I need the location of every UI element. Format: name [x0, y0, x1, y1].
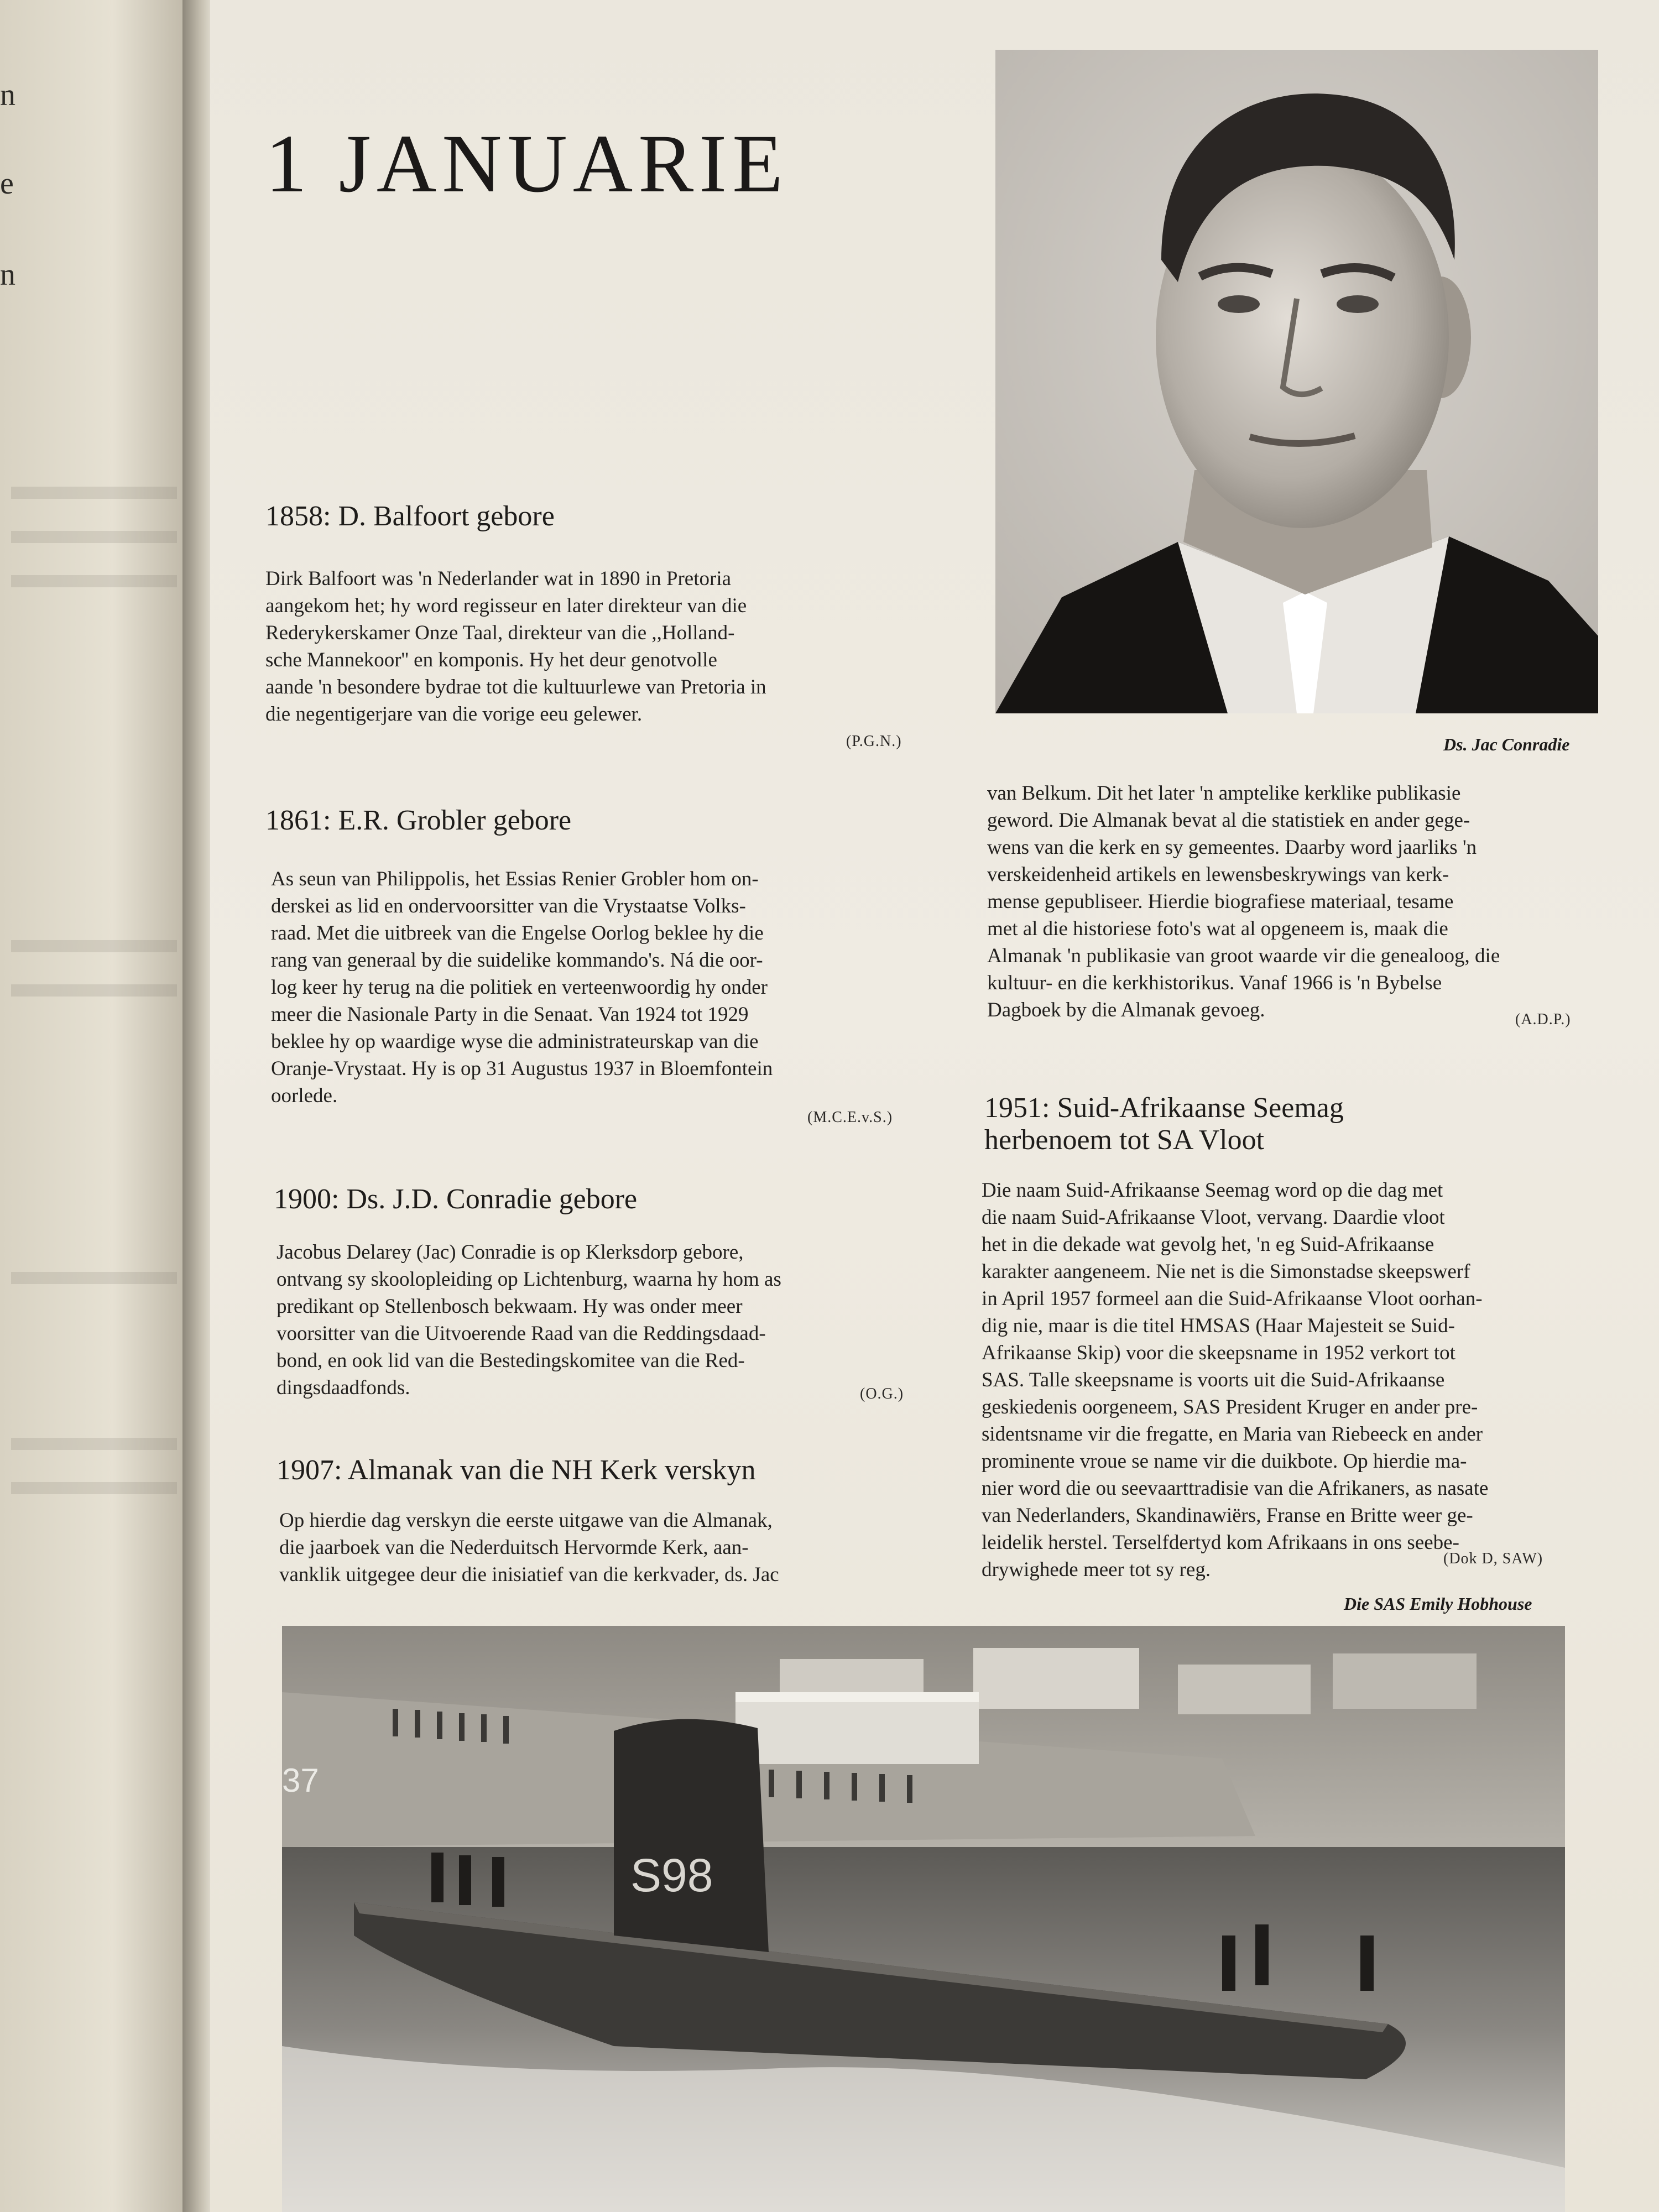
submarine-hull-number: S98: [630, 1849, 713, 1901]
entry-body-1907: [279, 1507, 924, 1588]
show-through-text: [11, 940, 177, 952]
book-page: [210, 0, 1659, 2212]
text-line: wens van die kerk en sy gemeentes. Daarby word jaarliks 'n: [987, 836, 1477, 859]
text-line: mense gepubliseer. Hierdie biografiese materiaal, tesame: [987, 890, 1454, 913]
entry-body-1858: [265, 565, 924, 728]
text-line: van Belkum. Dit het later 'n amptelike kerklike publikasie: [987, 782, 1461, 805]
text-line: beklee hy op waardige wyse die administrateurskap van die: [271, 1030, 759, 1053]
text-line: voorsitter van die Uitvoerende Raad van die Reddingsdaad-: [276, 1322, 766, 1345]
text-line: Jacobus Delarey (Jac) Conradie is op Klerksdorp gebore,: [276, 1241, 744, 1264]
text-line: raad. Met die uitbreek van die Engelse Oorlog beklee hy die: [271, 922, 764, 945]
entry-heading-1858: 1858: D. Balfoort gebore: [265, 500, 555, 532]
text-line: verskeidenheid artikels en lewensbeskrywings van kerk-: [987, 863, 1449, 886]
text-line: dig nie, maar is die titel HMSAS (Haar Majesteit se Suid-: [982, 1314, 1455, 1337]
show-through-text: [11, 575, 177, 587]
portrait-caption: Ds. Jac Conradie: [1443, 734, 1570, 754]
text-line: Op hierdie dag verskyn die eerste uitgawe van die Almanak,: [279, 1509, 773, 1532]
text-line: sche Mannekoor'' en komponis. Hy het deur genotvolle: [265, 649, 717, 671]
entry-credit-1861: (M.C.E.v.S.): [807, 1109, 893, 1126]
left-facing-page: [0, 0, 188, 2212]
portrait-image: [995, 50, 1598, 713]
text-line: geskiedenis oorgeneem, SAS President Kruger en ander pre-: [982, 1396, 1478, 1418]
text-line: Oranje-Vrystaat. Hy is op 31 Augustus 1937 in Bloemfontein: [271, 1057, 773, 1080]
text-line: aangekom het; hy word regisseur en later direkteur van die: [265, 594, 747, 617]
heading-line: herbenoem tot SA Vloot: [984, 1124, 1265, 1156]
text-line: log keer hy terug na die politiek en verteenwoordig hy onder: [271, 976, 768, 999]
submarine-image: [282, 1626, 1565, 2212]
entry-heading-1907: 1907: Almanak van die NH Kerk verskyn: [276, 1454, 756, 1486]
text-line: ontvang sy skoolopleiding op Lichtenburg, waarna hy hom as: [276, 1268, 781, 1291]
show-through-text: [11, 1438, 177, 1450]
ship-hull-number: 37: [282, 1762, 319, 1799]
text-line: met al die historiese foto's wat al opgeneem is, maak die: [987, 917, 1448, 940]
portrait-photo: [995, 50, 1598, 713]
submarine-caption: Die SAS Emily Hobhouse: [1344, 1594, 1532, 1614]
show-through-text: [11, 1482, 177, 1494]
text-line: meer die Nasionale Party in die Senaat. Van 1924 tot 1929: [271, 1003, 749, 1026]
text-line: van Nederlanders, Skandinawiërs, Franse en Britte weer ge-: [982, 1504, 1473, 1527]
text-line: die negentigerjare van die vorige eeu gelewer.: [265, 703, 643, 726]
text-line: As seun van Philippolis, het Essias Renier Grobler hom on-: [271, 868, 759, 890]
show-through-text: [11, 487, 177, 499]
text-line: drywighede meer tot sy reg.: [982, 1558, 1211, 1581]
text-line: Die naam Suid-Afrikaanse Seemag word op die dag met: [982, 1179, 1443, 1202]
text-line: Rederykerskamer Onze Taal, direkteur van die ,,Holland-: [265, 622, 735, 644]
entry-heading-1900: 1900: Ds. J.D. Conradie gebore: [274, 1183, 638, 1215]
text-line: dingsdaadfonds.: [276, 1376, 410, 1399]
text-line: leidelik herstel. Terselfdertyd kom Afrikaans in ons seebe-: [982, 1531, 1459, 1554]
text-line: geword. Die Almanak bevat al die statistiek en ander gege-: [987, 809, 1470, 832]
text-line: Dirk Balfoort was 'n Nederlander wat in 1890 in Pretoria: [265, 567, 732, 590]
text-line: karakter aangeneem. Nie net is die Simonstadse skeepswerf: [982, 1260, 1470, 1283]
entry-heading-1951: [984, 1092, 1344, 1156]
text-line: SAS. Talle skeepsname is voorts uit die Suid-Afrikaanse: [982, 1369, 1445, 1391]
entry-body-1907-continued: [987, 780, 1593, 1024]
text-line: Almanak 'n publikasie van groot waarde vir die genealoog, die: [987, 945, 1500, 967]
text-line: sidentsname vir die fregatte, en Maria van Riebeeck en ander: [982, 1423, 1483, 1446]
entry-body-1900: [276, 1239, 924, 1401]
entry-credit-1900: (O.G.): [860, 1385, 904, 1402]
text-line: derskei as lid en ondervoorsitter van die Vrystaatse Volks-: [271, 895, 746, 917]
text-line: in April 1957 formeel aan die Suid-Afrikaanse Vloot oorhan-: [982, 1287, 1483, 1310]
entry-heading-1861: 1861: E.R. Grobler gebore: [265, 805, 572, 836]
text-line: bond, en ook lid van die Bestedingskomitee van die Red-: [276, 1349, 745, 1372]
submarine-photo: [282, 1626, 1565, 2212]
text-line: die naam Suid-Afrikaanse Vloot, vervang. Daardie vloot: [982, 1206, 1445, 1229]
text-line: nier word die ou seevaarttradisie van die Afrikaners, as nasate: [982, 1477, 1489, 1500]
left-page-text-fragment: e: [0, 166, 14, 201]
entry-credit-1907: (A.D.P.): [1515, 1011, 1571, 1028]
entry-credit-1951: (Dok D, SAW): [1443, 1550, 1543, 1567]
show-through-text: [11, 984, 177, 997]
entry-credit-1858: (P.G.N.): [846, 733, 902, 750]
text-line: predikant op Stellenbosch bekwaam. Hy was onder meer: [276, 1295, 743, 1318]
heading-line: 1951: Suid-Afrikaanse Seemag: [984, 1092, 1344, 1124]
text-line: die jaarboek van die Nederduitsch Hervormde Kerk, aan-: [279, 1536, 749, 1559]
left-page-text-fragment: n: [0, 258, 15, 292]
text-line: oorlede.: [271, 1084, 338, 1107]
text-line: het in die dekade wat gevolg het, 'n eg Suid-Afrikaanse: [982, 1233, 1434, 1256]
text-line: rang van generaal by die suidelike kommando's. Ná die oor-: [271, 949, 763, 972]
show-through-text: [11, 1272, 177, 1284]
entry-body-1951: [982, 1177, 1590, 1583]
text-line: Dagboek by die Almanak gevoeg.: [987, 999, 1265, 1021]
text-line: kultuur- en die kerkhistorikus. Vanaf 1966 is 'n Bybelse: [987, 972, 1442, 994]
entry-body-1861: [271, 865, 924, 1109]
text-line: aande 'n besondere bydrae tot die kultuurlewe van Pretoria in: [265, 676, 766, 698]
text-line: Afrikaanse Skip) voor die skeepsname in 1952 verkort tot: [982, 1342, 1455, 1364]
text-line: prominente vroue se name vir die duikbote. Op hierdie ma-: [982, 1450, 1467, 1473]
left-page-text-fragment: n: [0, 78, 15, 112]
text-line: vanklik uitgegee deur die inisiatief van die kerkvader, ds. Jac: [279, 1563, 779, 1586]
page-title: 1 JANUARIE: [265, 118, 789, 210]
show-through-text: [11, 531, 177, 543]
